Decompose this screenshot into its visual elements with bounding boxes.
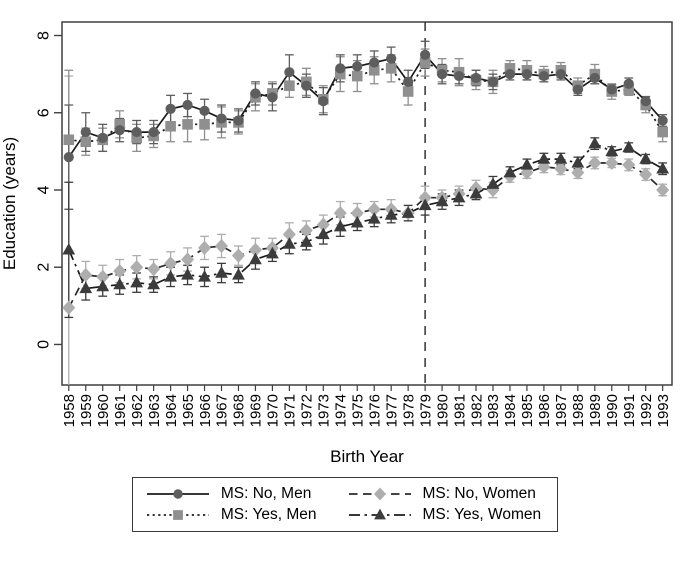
svg-text:1981: 1981 <box>451 394 469 428</box>
svg-text:1963: 1963 <box>145 394 163 428</box>
svg-text:1985: 1985 <box>519 394 537 428</box>
legend-label: MS: No, Women <box>422 485 536 502</box>
y-axis-title: Education (years) <box>0 136 19 271</box>
svg-text:1960: 1960 <box>94 394 112 428</box>
svg-text:1973: 1973 <box>315 394 333 428</box>
legend-item-ms-yes-women <box>347 506 542 524</box>
legend-line-triangle-icon <box>347 506 413 524</box>
svg-text:1976: 1976 <box>366 394 384 428</box>
legend-item-ms-no-men <box>145 485 317 503</box>
svg-text:1964: 1964 <box>162 394 180 428</box>
legend-line-diamond-icon <box>347 485 413 503</box>
svg-text:8: 8 <box>35 31 53 40</box>
svg-text:1984: 1984 <box>502 394 520 428</box>
svg-text:1975: 1975 <box>349 394 367 428</box>
svg-text:6: 6 <box>35 108 53 118</box>
svg-text:1968: 1968 <box>230 394 248 428</box>
svg-text:1982: 1982 <box>468 394 486 428</box>
svg-text:1970: 1970 <box>264 394 282 428</box>
svg-text:1974: 1974 <box>332 394 350 428</box>
svg-text:1983: 1983 <box>485 394 503 428</box>
error-bars-circle <box>64 41 667 209</box>
legend-label: MS: Yes, Men <box>220 506 317 523</box>
y-axis <box>36 31 62 349</box>
svg-text:1965: 1965 <box>179 394 197 428</box>
svg-text:1959: 1959 <box>78 394 96 428</box>
svg-text:1979: 1979 <box>417 394 435 428</box>
svg-text:1966: 1966 <box>196 394 214 428</box>
svg-text:2: 2 <box>35 262 53 272</box>
svg-text:1987: 1987 <box>553 394 571 428</box>
legend-line-circle-icon <box>145 485 211 503</box>
svg-text:1989: 1989 <box>587 394 605 428</box>
svg-text:1978: 1978 <box>400 394 418 428</box>
svg-text:4: 4 <box>35 185 53 195</box>
plot-frame <box>62 22 672 385</box>
svg-text:1977: 1977 <box>383 394 401 428</box>
svg-text:1991: 1991 <box>620 394 638 428</box>
svg-text:1990: 1990 <box>604 394 622 428</box>
legend-label: MS: No, Men <box>220 485 312 502</box>
svg-text:0: 0 <box>35 339 53 349</box>
svg-text:1993: 1993 <box>654 394 672 428</box>
markers-circle <box>64 50 668 163</box>
x-axis-title: Birth Year <box>330 447 404 466</box>
svg-text:1992: 1992 <box>637 394 655 428</box>
svg-text:1958: 1958 <box>61 394 79 428</box>
svg-text:1969: 1969 <box>247 394 265 428</box>
svg-text:1961: 1961 <box>111 394 129 428</box>
legend <box>132 477 558 532</box>
svg-text:1962: 1962 <box>128 394 146 428</box>
legend-label: MS: Yes, Women <box>422 506 542 523</box>
legend-line-square-icon <box>145 506 211 524</box>
x-axis <box>61 385 672 427</box>
legend-item-ms-no-women <box>347 485 542 503</box>
line-solid <box>69 55 663 157</box>
legend-item-ms-yes-men <box>145 506 317 524</box>
svg-text:1972: 1972 <box>298 394 316 428</box>
svg-text:1986: 1986 <box>536 394 554 428</box>
svg-text:1980: 1980 <box>434 394 452 428</box>
svg-text:1971: 1971 <box>281 394 299 428</box>
svg-text:1988: 1988 <box>570 394 588 428</box>
svg-text:1967: 1967 <box>213 394 231 428</box>
